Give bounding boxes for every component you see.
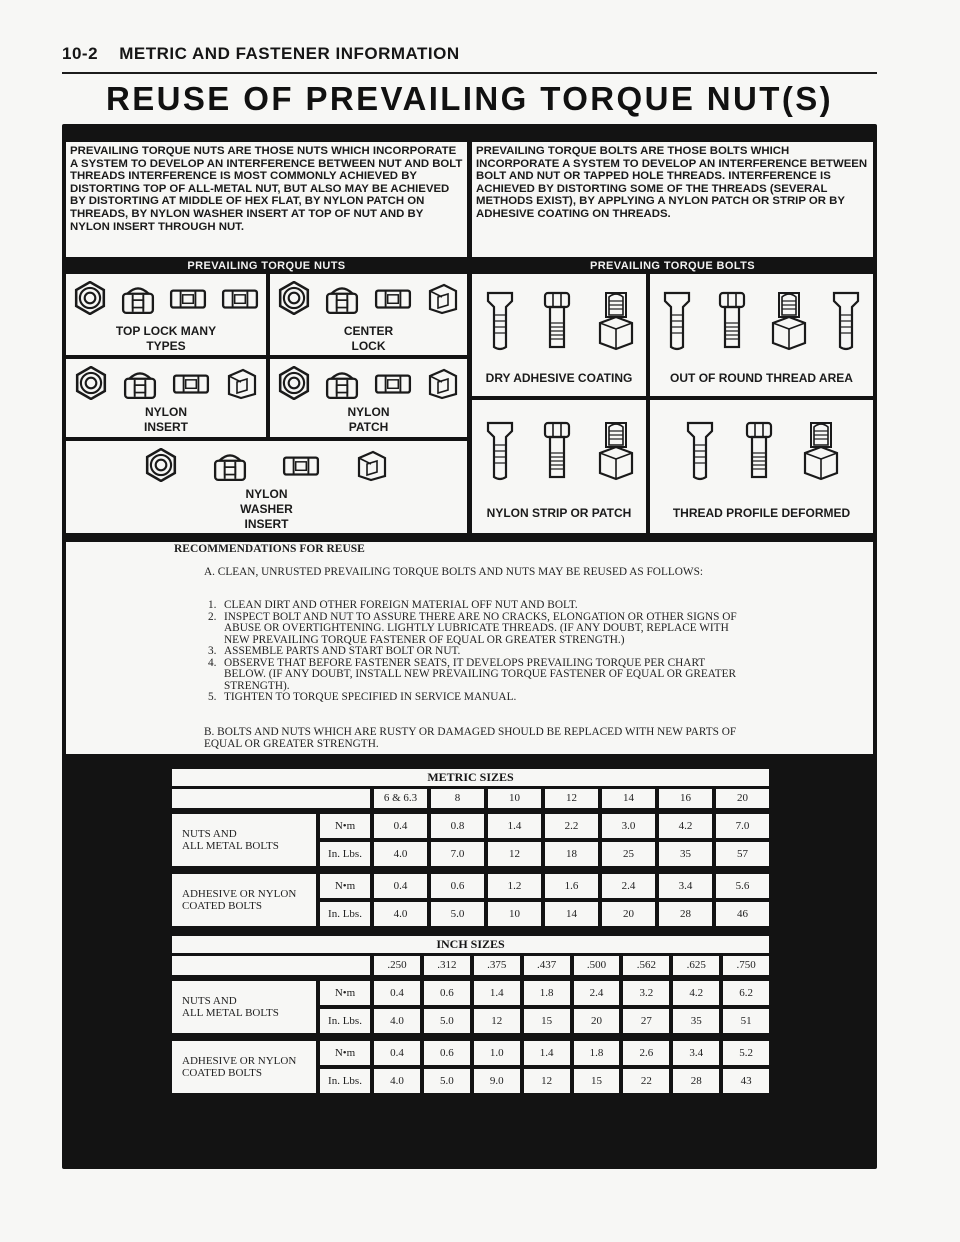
size-header: .500 bbox=[574, 956, 620, 975]
unit-label: In. Lbs. bbox=[320, 902, 370, 926]
bolt-perspective-icon bbox=[598, 421, 634, 483]
torque-value: 35 bbox=[673, 1009, 719, 1033]
bolt-perspective-icon bbox=[803, 421, 839, 483]
bolt-perspective-icon bbox=[771, 291, 807, 353]
torque-value: 15 bbox=[574, 1069, 620, 1093]
list-item: 4. OBSERVE THAT BEFORE FASTENER SEATS, IT DEVELOPS PREVAILING TORQUE PER CHART BELOW. (IF ANY DOUBT, INSTALL NEW PREVAILING TORQUE FASTENER OF EQUAL OR GREATER STRENGTH). bbox=[208, 656, 737, 692]
bolt-icon bbox=[484, 421, 516, 483]
torque-value: 5.0 bbox=[424, 1009, 470, 1033]
bolt-perspective-icon bbox=[598, 291, 634, 353]
torque-value: 51 bbox=[723, 1009, 769, 1033]
torque-value: 28 bbox=[659, 902, 712, 926]
nut-side-icon bbox=[325, 366, 359, 400]
bolt-icon bbox=[743, 421, 775, 483]
nut-type-label: TOP LOCK MANY TYPES bbox=[115, 324, 217, 353]
torque-value: 25 bbox=[602, 842, 655, 866]
size-header-blank bbox=[172, 789, 370, 808]
torque-value: 18 bbox=[545, 842, 598, 866]
nut-profile-icon bbox=[172, 366, 210, 400]
unit-label: In. Lbs. bbox=[320, 842, 370, 866]
torque-value: 12 bbox=[524, 1069, 570, 1093]
nut-cutaway-icon bbox=[225, 366, 259, 400]
torque-value: 1.8 bbox=[524, 981, 570, 1005]
nut-type-nylon-washer bbox=[66, 441, 467, 533]
size-header: 6 & 6.3 bbox=[374, 789, 427, 808]
size-header: 14 bbox=[602, 789, 655, 808]
bolt-icon bbox=[716, 291, 748, 353]
size-header: 20 bbox=[716, 789, 769, 808]
torque-value: 0.4 bbox=[374, 874, 427, 898]
metric-sizes-title: METRIC SIZES bbox=[172, 769, 769, 786]
nut-profile-icon bbox=[282, 448, 320, 482]
unit-label: N•m bbox=[320, 1041, 370, 1065]
nut-side-icon bbox=[213, 448, 247, 482]
bolt-icon bbox=[684, 421, 716, 483]
recommendations bbox=[66, 542, 873, 754]
nut-type-label: NYLON PATCH bbox=[347, 405, 390, 434]
row-group-label: NUTS AND ALL METAL BOLTS bbox=[172, 814, 316, 866]
torque-value: 1.2 bbox=[488, 874, 541, 898]
torque-value: 3.4 bbox=[659, 874, 712, 898]
torque-value: 4.2 bbox=[659, 814, 712, 838]
section-title: METRIC AND FASTENER INFORMATION bbox=[119, 44, 460, 63]
nut-side-icon bbox=[123, 366, 157, 400]
nut-profile-icon bbox=[374, 366, 412, 400]
torque-value: 12 bbox=[488, 842, 541, 866]
torque-value: 27 bbox=[623, 1009, 669, 1033]
bolt-type-out-of-round bbox=[650, 274, 873, 396]
torque-table bbox=[172, 769, 769, 1159]
torque-value: 20 bbox=[574, 1009, 620, 1033]
nut-profile-icon bbox=[374, 281, 412, 315]
nut-side-icon bbox=[121, 281, 155, 315]
torque-value: 14 bbox=[545, 902, 598, 926]
torque-value: 43 bbox=[723, 1069, 769, 1093]
hex-nut-icon bbox=[73, 281, 107, 315]
page-header bbox=[62, 44, 877, 74]
torque-value: 0.4 bbox=[374, 814, 427, 838]
size-header-blank bbox=[172, 956, 370, 975]
torque-value: 9.0 bbox=[474, 1069, 520, 1093]
unit-label: N•m bbox=[320, 874, 370, 898]
bolts-section-heading: PREVAILING TORQUE BOLTS bbox=[589, 260, 756, 272]
nut-type-label: CENTER LOCK bbox=[343, 324, 394, 353]
size-header: .625 bbox=[673, 956, 719, 975]
torque-value: 4.0 bbox=[374, 842, 427, 866]
torque-value: 4.2 bbox=[673, 981, 719, 1005]
torque-value: 15 bbox=[524, 1009, 570, 1033]
nuts-section-heading: PREVAILING TORQUE NUTS bbox=[187, 260, 346, 272]
nut-cutaway-icon bbox=[355, 448, 389, 482]
torque-value: 4.0 bbox=[374, 1009, 420, 1033]
list-item: 2. INSPECT BOLT AND NUT TO ASSURE THERE ARE NO CRACKS, ELONGATION OR OTHER SIGNS OF ABUSE OR OVERTIGHTENING. LIGHTLY LUBRICATE THREADS. (IF ANY DOUBT, REPLACE WITH NEW PREVAILING TORQUE FASTENER OF EQUAL OR GREATER STRENGTH.) bbox=[208, 610, 737, 646]
bolt-icon bbox=[541, 291, 573, 353]
bolt-icon bbox=[830, 291, 862, 353]
size-header: .750 bbox=[723, 956, 769, 975]
page-title: REUSE OF PREVAILING TORQUE NUT(S) bbox=[105, 80, 834, 117]
bolt-type-label: THREAD PROFILE DEFORMED bbox=[672, 506, 851, 520]
torque-value: 7.0 bbox=[716, 814, 769, 838]
recommendation-a: A. CLEAN, UNRUSTED PREVAILING TORQUE BOLTS AND NUTS MAY BE REUSED AS FOLLOWS: bbox=[204, 566, 703, 578]
torque-value: 22 bbox=[623, 1069, 669, 1093]
nut-type-top-lock bbox=[66, 274, 266, 355]
unit-label: In. Lbs. bbox=[320, 1009, 370, 1033]
torque-value: 28 bbox=[673, 1069, 719, 1093]
torque-value: 4.0 bbox=[374, 1069, 420, 1093]
bolt-icon bbox=[661, 291, 693, 353]
list-item: 1. CLEAN DIRT AND OTHER FOREIGN MATERIAL OFF NUT AND BOLT. bbox=[208, 599, 578, 611]
bolts-intro: PREVAILING TORQUE BOLTS ARE THOSE BOLTS WHICH INCORPORATE A SYSTEM TO DEVELOP AN INTERFERENCE BETWEEN BOLT AND NUT OR TAPPED HOLE THREADS. INTERFERENCE IS ACHIEVED BY DISTORTING SOME OF THE THREADS (SEVERAL METHODS EXIST), BY APPLYING A NYLON PATCH OR STRIP OR BY ADHESIVE COATING ON THREADS. bbox=[472, 142, 873, 257]
row-group-label: ADHESIVE OR NYLON COATED BOLTS bbox=[172, 874, 316, 926]
list-item: 3. ASSEMBLE PARTS AND START BOLT OR NUT. bbox=[208, 645, 461, 657]
torque-value: 3.0 bbox=[602, 814, 655, 838]
main-panel bbox=[62, 124, 877, 1169]
unit-label: N•m bbox=[320, 814, 370, 838]
list-item: 5. TIGHTEN TO TORQUE SPECIFIED IN SERVICE MANUAL. bbox=[208, 691, 517, 703]
torque-value: 4.0 bbox=[374, 902, 427, 926]
hex-nut-icon bbox=[74, 366, 108, 400]
unit-label: N•m bbox=[320, 981, 370, 1005]
recommendations-heading: RECOMMENDATIONS FOR REUSE bbox=[174, 543, 365, 555]
torque-value: 5.0 bbox=[424, 1069, 470, 1093]
torque-value: 0.6 bbox=[424, 981, 470, 1005]
bolt-type-thread-deformed bbox=[650, 400, 873, 533]
recommendation-steps bbox=[208, 600, 748, 704]
size-header: .312 bbox=[424, 956, 470, 975]
torque-value: 3.2 bbox=[623, 981, 669, 1005]
size-header: .437 bbox=[524, 956, 570, 975]
torque-value: 0.6 bbox=[424, 1041, 470, 1065]
nut-cutaway-icon bbox=[426, 366, 460, 400]
torque-value: 0.6 bbox=[431, 874, 484, 898]
unit-label: In. Lbs. bbox=[320, 1069, 370, 1093]
bolt-type-label: DRY ADHESIVE COATING bbox=[485, 371, 633, 385]
nut-type-nylon-insert bbox=[66, 359, 266, 437]
bolt-type-label: OUT OF ROUND THREAD AREA bbox=[670, 371, 853, 385]
torque-value: 5.2 bbox=[723, 1041, 769, 1065]
torque-value: 12 bbox=[474, 1009, 520, 1033]
recommendation-b: B. BOLTS AND NUTS WHICH ARE RUSTY OR DAMAGED SHOULD BE REPLACED WITH NEW PARTS OF EQUAL OR GREATER STRENGTH. bbox=[204, 726, 737, 750]
hex-nut-icon bbox=[277, 366, 311, 400]
torque-value: 5.0 bbox=[431, 902, 484, 926]
torque-value: 1.4 bbox=[488, 814, 541, 838]
hex-nut-icon bbox=[277, 281, 311, 315]
torque-value: 0.4 bbox=[374, 981, 420, 1005]
torque-value: 1.4 bbox=[524, 1041, 570, 1065]
nut-profile-icon bbox=[221, 281, 259, 315]
torque-value: 2.6 bbox=[623, 1041, 669, 1065]
inch-sizes-title: INCH SIZES bbox=[172, 936, 769, 953]
torque-value: 20 bbox=[602, 902, 655, 926]
size-header: .375 bbox=[474, 956, 520, 975]
size-header: 16 bbox=[659, 789, 712, 808]
size-header: 8 bbox=[431, 789, 484, 808]
torque-value: 57 bbox=[716, 842, 769, 866]
header-rule bbox=[62, 72, 877, 74]
nut-cutaway-icon bbox=[426, 281, 460, 315]
torque-value: 10 bbox=[488, 902, 541, 926]
hex-nut-icon bbox=[144, 448, 178, 482]
bolt-icon bbox=[541, 421, 573, 483]
nut-profile-icon bbox=[169, 281, 207, 315]
torque-value: 46 bbox=[716, 902, 769, 926]
torque-value: 0.8 bbox=[431, 814, 484, 838]
bolt-type-dry-adhesive bbox=[472, 274, 646, 396]
nut-type-center-lock bbox=[270, 274, 467, 355]
nuts-intro: PREVAILING TORQUE NUTS ARE THOSE NUTS WHICH INCORPORATE A SYSTEM TO DEVELOP AN INTERFERENCE BETWEEN NUT AND BOLT THREADS INTERFERENCE IS MOST COMMONLY ACHIEVED BY DISTORTING TOP OF ALL-METAL NUT, BUT ALSO MAY BE ACHIEVED BY DISTORTING AT MIDDLE OF HEX FLAT, BY NYLON PATCH ON THREADS, BY NYLON WASHER INSERT AT TOP OF NUT AND BY NYLON INSERT THROUGH NUT. bbox=[66, 142, 467, 257]
torque-value: 2.2 bbox=[545, 814, 598, 838]
torque-value: 1.8 bbox=[574, 1041, 620, 1065]
torque-value: 2.4 bbox=[602, 874, 655, 898]
size-header: 12 bbox=[545, 789, 598, 808]
size-header: 10 bbox=[488, 789, 541, 808]
size-header: .562 bbox=[623, 956, 669, 975]
page-number: 10-2 bbox=[62, 44, 99, 63]
torque-value: 1.4 bbox=[474, 981, 520, 1005]
torque-value: 5.6 bbox=[716, 874, 769, 898]
torque-value: 35 bbox=[659, 842, 712, 866]
torque-value: 3.4 bbox=[673, 1041, 719, 1065]
bolt-type-nylon-strip bbox=[472, 400, 646, 533]
torque-value: 0.4 bbox=[374, 1041, 420, 1065]
torque-value: 6.2 bbox=[723, 981, 769, 1005]
torque-value: 2.4 bbox=[574, 981, 620, 1005]
bolt-icon bbox=[484, 291, 516, 353]
nut-side-icon bbox=[325, 281, 359, 315]
torque-value: 1.0 bbox=[474, 1041, 520, 1065]
torque-value: 1.6 bbox=[545, 874, 598, 898]
torque-value: 7.0 bbox=[431, 842, 484, 866]
row-group-label: ADHESIVE OR NYLON COATED BOLTS bbox=[172, 1041, 316, 1093]
nut-type-nylon-patch bbox=[270, 359, 467, 437]
row-group-label: NUTS AND ALL METAL BOLTS bbox=[172, 981, 316, 1033]
nut-type-label: NYLON WASHER INSERT bbox=[240, 487, 293, 531]
bolt-type-label: NYLON STRIP OR PATCH bbox=[486, 506, 632, 520]
size-header: .250 bbox=[374, 956, 420, 975]
nut-type-label: NYLON INSERT bbox=[143, 405, 188, 434]
